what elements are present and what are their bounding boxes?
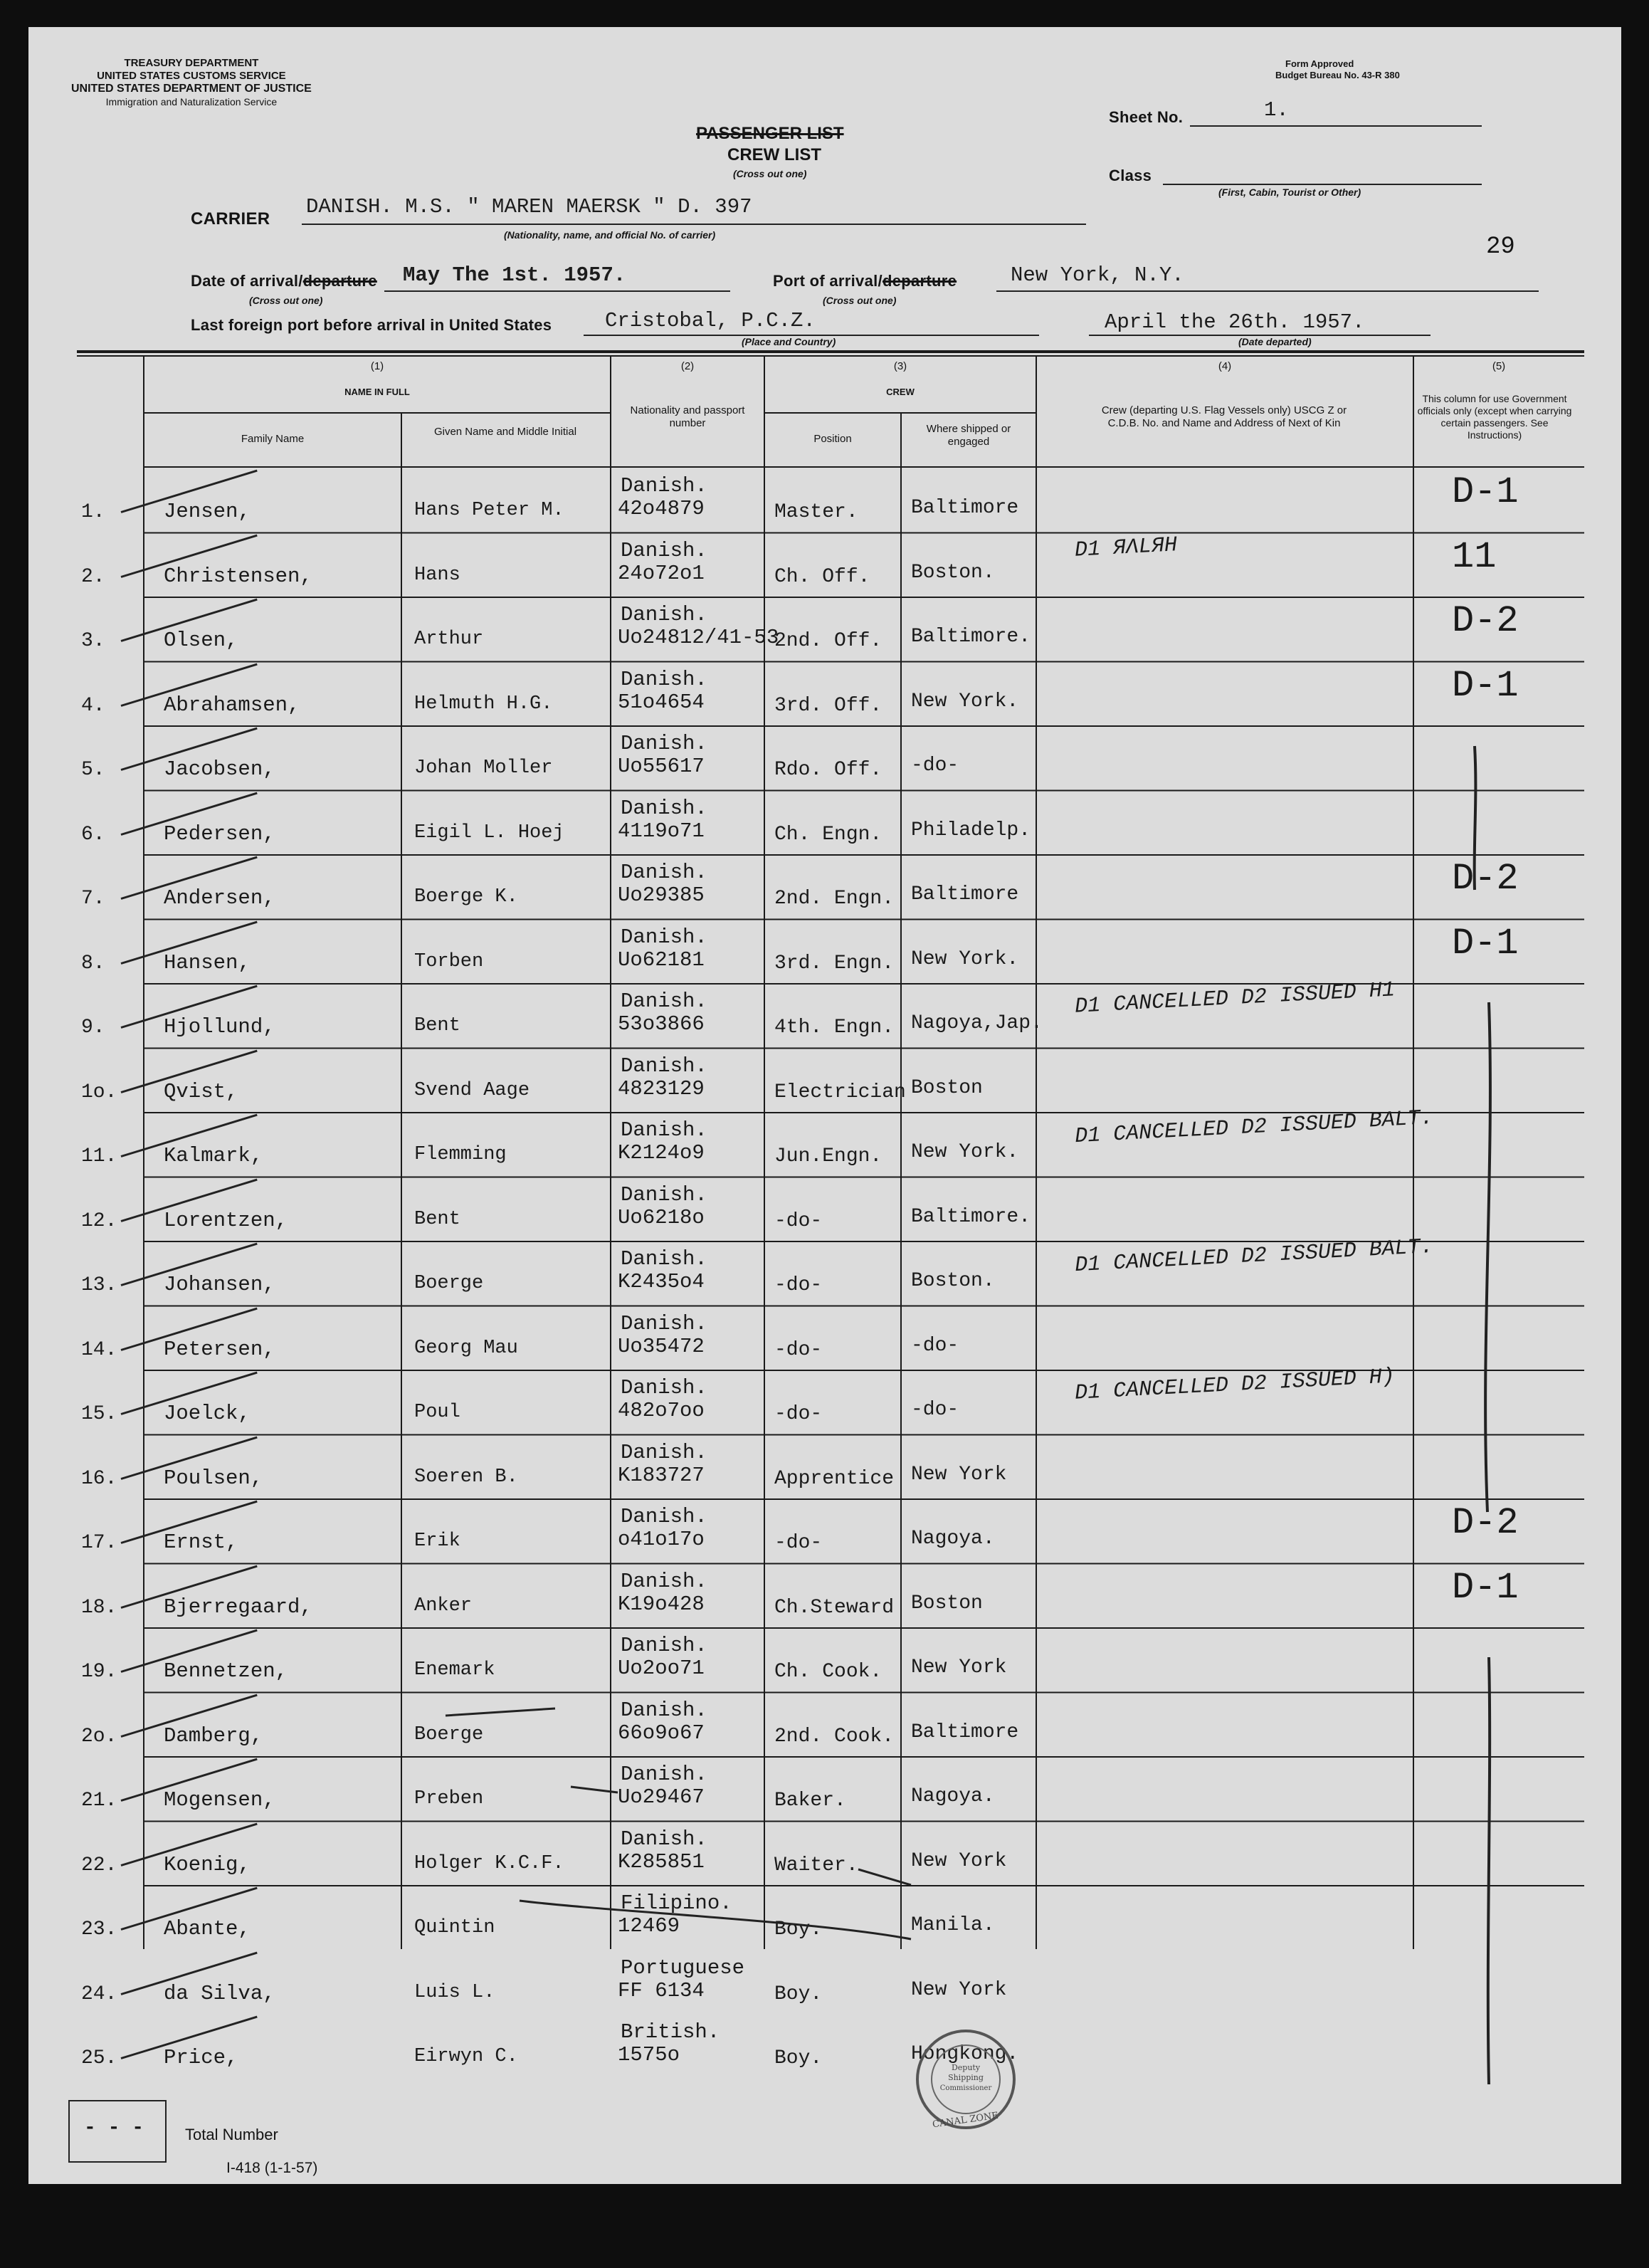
position: Ch.Steward — [774, 1596, 895, 1619]
position: Ch. Cook. — [774, 1661, 883, 1683]
port-label-text: Port of arrival/ — [773, 272, 883, 290]
nationality: Danish. — [621, 925, 707, 949]
port-label-struck: departure — [882, 272, 957, 290]
family-name: Koenig, — [164, 1852, 251, 1876]
crew-list-form — [28, 27, 1621, 2184]
row-number: 23. — [81, 1918, 117, 1941]
shipped-at: Boston — [911, 1592, 983, 1615]
row-number: 7. — [81, 888, 105, 910]
position: Jun.Engn. — [774, 1145, 883, 1167]
passport-number: K285851 — [618, 1849, 705, 1874]
official-mark: D-2 — [1452, 858, 1519, 900]
page-number: 29 — [1486, 233, 1515, 261]
passport-number: 4823129 — [618, 1076, 705, 1101]
given-name: Bent — [414, 1015, 460, 1036]
family-name: Hjollund, — [164, 1015, 275, 1039]
given-name: Boerge — [414, 1723, 484, 1745]
passport-number: K19o428 — [618, 1592, 705, 1616]
nationality: Danish. — [621, 1440, 707, 1464]
family-name: Andersen, — [164, 886, 275, 910]
shipped-at: Nagoya,Jap. — [911, 1012, 1043, 1034]
position: Master. — [774, 501, 858, 523]
given-name: Boerge K. — [414, 886, 518, 908]
row-number: 16. — [81, 1467, 117, 1490]
official-mark: D-1 — [1452, 1566, 1519, 1609]
family-name: Kalmark, — [164, 1144, 263, 1167]
nationality: Portuguese — [621, 1955, 745, 1980]
row-number: 24. — [81, 1983, 117, 2005]
nationality: Danish. — [621, 1311, 707, 1335]
form-approved: Form Approved — [1285, 58, 1354, 69]
nationality: Danish. — [621, 989, 707, 1013]
nationality: Danish. — [621, 603, 707, 626]
passport-number: 53o3866 — [618, 1012, 705, 1036]
nationality: Danish. — [621, 796, 707, 820]
nationality: Danish. — [621, 1634, 707, 1657]
agency-line-1: TREASURY DEPARTMENT — [124, 57, 259, 69]
given-name: Helmuth H.G. — [414, 693, 553, 715]
family-name: Christensen, — [164, 564, 312, 588]
class-note: (First, Cabin, Tourist or Other) — [1218, 187, 1361, 198]
carrier-value: DANISH. M.S. " MAREN MAERSK " D. 397 — [306, 195, 752, 219]
shipped-at: New York — [911, 1849, 1007, 1872]
row-number: 1o. — [81, 1081, 117, 1103]
position: -do- — [774, 1209, 823, 1232]
nationality: Danish. — [621, 1054, 707, 1078]
shipped-at: Nagoya. — [911, 1528, 995, 1550]
nationality: Danish. — [621, 538, 707, 562]
family-name: Jensen, — [164, 500, 251, 523]
shipped-at: New York — [911, 1463, 1007, 1486]
stamp-line-1: Deputy — [951, 2063, 981, 2072]
kin-note: D1 CANCELLED D2 ISSUED H) — [1074, 1365, 1396, 1406]
given-name: Flemming — [414, 1144, 507, 1165]
shipped-at: -do- — [911, 1334, 959, 1357]
given-name: Arthur — [414, 629, 484, 650]
position: Boy. — [774, 1918, 823, 1941]
shipped-at: Baltimore. — [911, 1205, 1031, 1228]
agency-line-2: UNITED STATES CUSTOMS SERVICE — [97, 70, 286, 82]
row-number: 21. — [81, 1790, 117, 1812]
shipped-at: Boston. — [911, 1270, 995, 1292]
position-heading: Position — [813, 433, 852, 445]
kin-note: D1 CANCELLED D2 ISSUED BALT. — [1074, 1234, 1434, 1279]
row-number: 14. — [81, 1338, 117, 1361]
nationality: Danish. — [621, 1827, 707, 1851]
row-number: 2o. — [81, 1725, 117, 1748]
row-number: 12. — [81, 1209, 117, 1232]
last-port-label: Last foreign port before arrival in United States — [191, 316, 552, 334]
family-name: Bennetzen, — [164, 1659, 288, 1683]
date-label-struck: departure — [302, 272, 377, 290]
passport-number: 51o4654 — [618, 690, 705, 714]
position: -do- — [774, 1532, 823, 1554]
col2-number: (2) — [680, 360, 695, 372]
position: Apprentice — [774, 1467, 895, 1490]
port-value: New York, N.Y. — [1011, 263, 1184, 287]
passport-number: 12469 — [618, 1914, 680, 1938]
given-name: Poul — [414, 1402, 460, 1423]
given-name: Boerge — [414, 1273, 484, 1294]
row-number: 22. — [81, 1854, 117, 1876]
family-name: Damberg, — [164, 1723, 263, 1748]
given-name: Anker — [414, 1595, 473, 1617]
agency-line-3: UNITED STATES DEPARTMENT OF JUSTICE — [71, 83, 312, 95]
nationality: British. — [621, 2020, 720, 2044]
passport-number: Uo35472 — [618, 1334, 705, 1358]
given-name: Bent — [414, 1208, 460, 1230]
passport-number: Uo2oo71 — [618, 1657, 705, 1680]
position: 3rd. Off. — [774, 694, 883, 717]
date-note: (Cross out one) — [249, 295, 323, 306]
shipped-at: New York. — [911, 690, 1019, 713]
passport-number: Uo6218o — [618, 1205, 705, 1229]
col4-number: (4) — [1218, 360, 1232, 372]
row-number: 15. — [81, 1403, 117, 1425]
nationality: Danish. — [621, 1182, 707, 1207]
form-number: I-418 (1-1-57) — [226, 2160, 318, 2176]
total-box-value: - - - — [84, 2117, 144, 2139]
nationality: Danish. — [621, 1118, 707, 1142]
nationality: Danish. — [621, 1698, 707, 1722]
shipped-at: New York — [911, 1978, 1007, 2001]
family-name: Pedersen, — [164, 821, 275, 846]
position: 2nd. Engn. — [774, 888, 895, 910]
position: Boy. — [774, 2047, 823, 2069]
family-name: da Silva, — [164, 1981, 275, 2005]
given-name: Johan Moller — [414, 757, 553, 779]
shipped-at: Hongkong. — [911, 2043, 1019, 2065]
family-name: Lorentzen, — [164, 1208, 288, 1232]
given-name: Hans — [414, 564, 460, 586]
row-number: 18. — [81, 1596, 117, 1619]
departed-value: April the 26th. 1957. — [1105, 310, 1365, 334]
shipped-heading: Where shipped or engaged — [926, 423, 1011, 448]
position: Electrician — [774, 1081, 906, 1103]
position: Baker. — [774, 1790, 846, 1812]
given-name: Eirwyn C. — [414, 2046, 518, 2067]
form-title: CREW LIST — [727, 145, 821, 164]
passport-number: Uo55617 — [618, 755, 705, 778]
nationality: Danish. — [621, 1376, 707, 1400]
given-name: Eigil L. Hoej — [414, 821, 564, 844]
sheet-value: 1. — [1264, 98, 1289, 122]
passport-number: 1575o — [618, 2043, 680, 2067]
position: Ch. Engn. — [774, 823, 883, 846]
shipped-at: Manila. — [911, 1914, 995, 1936]
family-name: Joelck, — [164, 1402, 251, 1425]
passport-number: 4119o71 — [618, 819, 705, 843]
position: -do- — [774, 1274, 823, 1296]
family-name: Bjerregaard, — [164, 1595, 312, 1619]
family-name: Price, — [164, 2046, 238, 2069]
nationality: Danish. — [621, 1763, 707, 1786]
official-mark: D-2 — [1452, 600, 1519, 642]
official-mark: D-2 — [1452, 1502, 1519, 1544]
row-number: 19. — [81, 1661, 117, 1683]
row-number: 8. — [81, 952, 105, 975]
shipped-at: Boston. — [911, 561, 995, 584]
passport-number: Uo62181 — [618, 947, 705, 972]
shipped-at: New York. — [911, 1141, 1019, 1163]
nationality: Danish. — [621, 1247, 707, 1271]
date-label-text: Date of arrival/ — [191, 272, 303, 290]
shipped-at: New York — [911, 1657, 1007, 1679]
passport-number: Uo29385 — [618, 883, 705, 907]
total-label: Total Number — [185, 2126, 278, 2143]
given-name: Soeren B. — [414, 1466, 518, 1488]
kin-note: D1 CANCELLED D2 ISSUED H1 — [1074, 978, 1396, 1019]
shipped-at: Philadelp. — [911, 819, 1031, 841]
carrier-note: (Nationality, name, and official No. of carrier) — [504, 229, 716, 241]
passport-number: Uo24812/41-53 — [618, 626, 779, 649]
given-name-heading: Given Name and Middle Initial — [433, 426, 577, 438]
family-name: Abante, — [164, 1917, 251, 1941]
date-value: May The 1st. 1957. — [403, 263, 626, 287]
sheet-label: Sheet No. — [1109, 108, 1184, 126]
passport-number: K2435o4 — [618, 1270, 705, 1293]
last-port-note: (Place and Country) — [742, 336, 836, 347]
passport-number: o41o17o — [618, 1528, 705, 1551]
col2-title: Nationality and passport number — [630, 404, 745, 429]
row-number: 11. — [81, 1145, 117, 1167]
position: Waiter. — [774, 1854, 858, 1876]
family-name: Johansen, — [164, 1273, 275, 1296]
title-struck: PASSENGER LIST — [696, 124, 844, 143]
agency-line-4: Immigration and Naturalization Service — [105, 96, 278, 107]
given-name: Svend Aage — [414, 1079, 530, 1101]
family-name: Jacobsen, — [164, 757, 275, 781]
family-name: Petersen, — [164, 1337, 275, 1361]
passport-number: K2124o9 — [618, 1141, 705, 1165]
canal-zone-stamp — [912, 2026, 1019, 2133]
port-note: (Cross out one) — [823, 295, 897, 306]
row-number: 13. — [81, 1274, 117, 1296]
last-port-value: Cristobal, P.C.Z. — [605, 309, 816, 332]
position: 2nd. Cook. — [774, 1725, 895, 1748]
position: 2nd. Off. — [774, 630, 883, 652]
col1-title: NAME IN FULL — [344, 387, 410, 397]
position: Rdo. Off. — [774, 759, 883, 781]
nationality: Danish. — [621, 861, 707, 884]
stamp-line-2: Shipping — [948, 2073, 984, 2082]
position: Boy. — [774, 1983, 823, 2005]
given-name: Torben — [414, 950, 484, 972]
family-name: Olsen, — [164, 629, 238, 652]
position: 4th. Engn. — [774, 1017, 895, 1039]
given-name: Quintin — [414, 1917, 495, 1938]
carrier-label: CARRIER — [191, 209, 270, 229]
passport-number: FF 6134 — [618, 1978, 705, 2002]
budget-bureau: Budget Bureau No. 43-R 380 — [1275, 70, 1400, 80]
row-number: 2. — [81, 565, 105, 588]
family-name: Mogensen, — [164, 1788, 275, 1812]
family-name: Ernst, — [164, 1531, 238, 1554]
shipped-at: Baltimore — [911, 1721, 1019, 1743]
nationality: Danish. — [621, 1569, 707, 1593]
given-name: Erik — [414, 1531, 460, 1552]
position: -do- — [774, 1403, 823, 1425]
col3-number: (3) — [893, 360, 907, 372]
shipped-at: Nagoya. — [911, 1785, 995, 1807]
nationality: Danish. — [621, 667, 707, 691]
row-number: 6. — [81, 823, 105, 846]
official-mark: D-1 — [1452, 922, 1519, 965]
passport-number: 24o72o1 — [618, 561, 705, 585]
stamp-line-3: Commissioner — [939, 2084, 992, 2092]
family-name: Poulsen, — [164, 1466, 263, 1490]
given-name: Hans Peter M. — [414, 500, 564, 521]
family-name: Qvist, — [164, 1079, 238, 1103]
official-mark: D-1 — [1452, 664, 1519, 707]
given-name: Preben — [414, 1788, 484, 1810]
passport-number: 42o4879 — [618, 497, 705, 520]
col4-title: Crew (departing U.S. Flag Vessels only) USCG Z or C.D.B. No. and Name and Address of Next of Kin — [1101, 404, 1347, 429]
nationality: Danish. — [621, 1505, 707, 1528]
col1-number: (1) — [370, 360, 384, 372]
row-number: 1. — [81, 501, 105, 523]
kin-note: D1 ЯΛLЯH — [1074, 532, 1178, 563]
nationality: Danish. — [621, 474, 707, 498]
position: Ch. Off. — [774, 565, 870, 588]
shipped-at: -do- — [911, 755, 959, 777]
official-mark: 11 — [1452, 535, 1497, 578]
col5-number: (5) — [1492, 360, 1506, 372]
nationality: Filipino. — [621, 1891, 732, 1915]
departed-note: (Date departed) — [1238, 336, 1312, 347]
given-name: Luis L. — [414, 1981, 495, 2003]
row-number: 4. — [81, 694, 105, 717]
row-number: 5. — [81, 759, 105, 781]
shipped-at: -do- — [911, 1399, 959, 1421]
family-name: Abrahamsen, — [164, 693, 300, 717]
shipped-at: New York. — [911, 947, 1019, 970]
passport-number: K183727 — [618, 1463, 705, 1487]
passport-number: Uo29467 — [618, 1785, 705, 1809]
shipped-at: Baltimore — [911, 497, 1019, 519]
family-name: Hansen, — [164, 950, 251, 975]
class-label: Class — [1109, 167, 1152, 184]
passport-number: 482o7oo — [618, 1399, 705, 1422]
shipped-at: Baltimore — [911, 883, 1019, 905]
row-number: 3. — [81, 630, 105, 652]
row-number: 9. — [81, 1017, 105, 1039]
row-number: 25. — [81, 2047, 117, 2069]
passport-number: 66o9o67 — [618, 1721, 705, 1745]
shipped-at: Boston — [911, 1076, 983, 1099]
shipped-at: Baltimore. — [911, 626, 1031, 648]
nationality: Danish. — [621, 732, 707, 755]
row-number: 17. — [81, 1532, 117, 1554]
given-name: Georg Mau — [414, 1337, 518, 1359]
family-name-heading: Family Name — [241, 433, 305, 445]
kin-note: D1 CANCELLED D2 ISSUED BALT. — [1074, 1106, 1434, 1150]
given-name: Holger K.C.F. — [414, 1852, 564, 1874]
position: 3rd. Engn. — [774, 952, 895, 975]
col3-title: CREW — [886, 387, 915, 397]
stamp-ring: CANAL ZONE — [932, 2110, 999, 2131]
title-note: (Cross out one) — [733, 168, 807, 179]
col5-title: This column for use Government officials only (except when carrying certain passengers. See Instructions) — [1417, 393, 1572, 441]
official-mark: D-1 — [1452, 471, 1519, 513]
position: -do- — [774, 1338, 823, 1361]
given-name: Enemark — [414, 1659, 495, 1681]
